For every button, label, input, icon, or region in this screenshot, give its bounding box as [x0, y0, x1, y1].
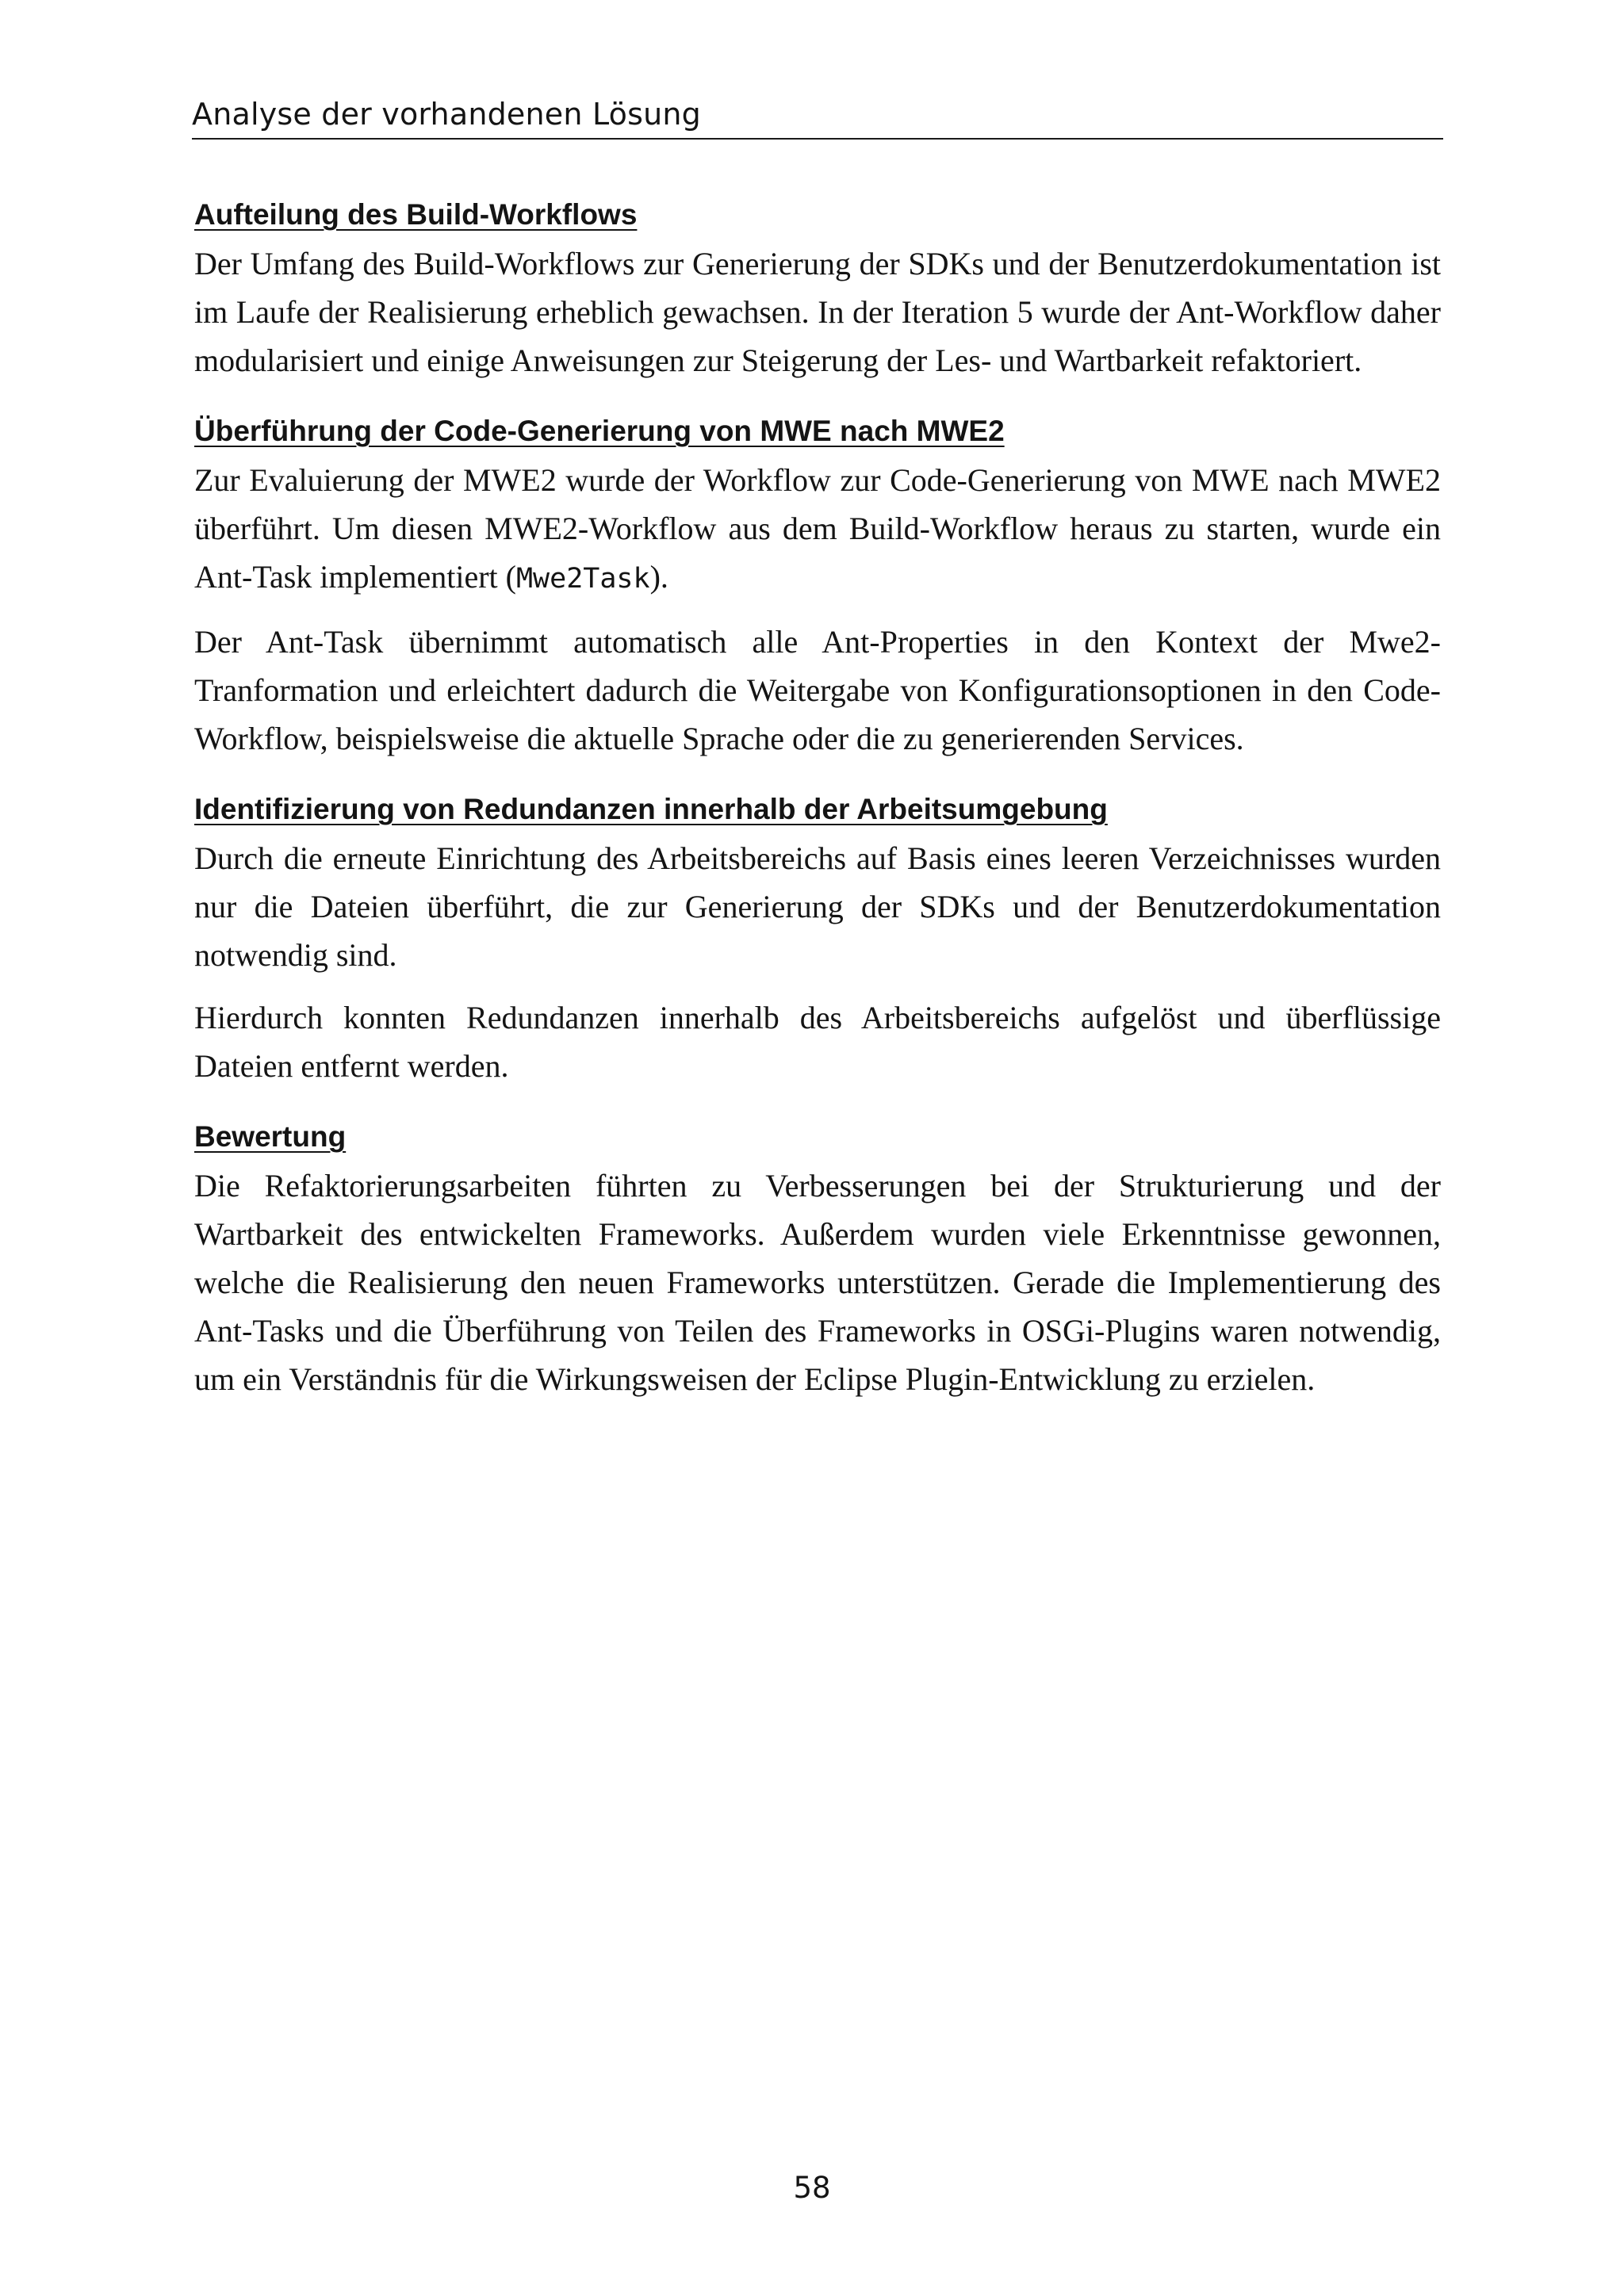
paragraph: Der Umfang des Build-Workflows zur Generierung der SDKs und der Benutzerdokumentation ist im Laufe der Realisierung erheblich gewachsen. In der Iteration 5 wurde der Ant-Workflow daher modularisiert und einige Anweisungen zur Steigerung der Les- und Wartbarkeit refaktoriert.: [194, 246, 1441, 378]
section-evaluation: [194, 1112, 1441, 1403]
section-heading: Identifizierung von Redundanzen innerhalb der Arbeitsumgebung: [194, 793, 1108, 825]
section-redundancies: [194, 785, 1441, 1090]
running-header-title: Analyse der vorhandenen Lösung: [192, 97, 701, 132]
inline-code: Mwe2Task: [515, 563, 650, 595]
page-body: [194, 190, 1441, 1425]
paragraph-text: ).: [649, 559, 668, 595]
section-heading: Aufteilung des Build-Workflows: [194, 198, 638, 231]
section-build-workflow: [194, 190, 1441, 385]
section-heading: Bewertung: [194, 1120, 347, 1153]
paragraph: Die Refaktorierungsarbeiten führten zu Verbesserungen bei der Strukturierung und der Wartbarkeit des entwickelten Frameworks. Außerdem wurden viele Erkenntnisse gewonnen, welche die Realisierung den neuen Frameworks unterstützen. Gerade die Implementierung des Ant-Tasks und die Überführung von Teilen des Frameworks in OSGi-Plugins waren notwendig, um ein Verständnis für die Wirkungsweisen der Eclipse Plugin-Entwicklung zu erzielen.: [194, 1168, 1441, 1397]
paragraph: Durch die erneute Einrichtung des Arbeitsbereichs auf Basis eines leeren Verzeichnisses wurden nur die Dateien überführt, die zur Generierung der SDKs und der Benutzerdokumentation notwendig sind.: [194, 840, 1441, 973]
running-header: [192, 94, 1443, 140]
paragraph: Der Ant-Task übernimmt automatisch alle Ant-Properties in den Kontext der Mwe2-Tranformation und erleichtert dadurch die Weitergabe von Konfigurationsoptionen in den Code-Workflow, beispielsweise die aktuelle Sprache oder die zu generierenden Services.: [194, 624, 1441, 756]
paragraph-text: Zur Evaluierung der MWE2 wurde der Workflow zur Code-Generierung von MWE nach MWE2 überführt. Um diesen MWE2-Workflow aus dem Build-Workflow heraus zu starten, wurde ein Ant-Task implementiert (: [194, 462, 1441, 595]
page-number: 58: [793, 2171, 831, 2205]
section-heading: Überführung der Code-Generierung von MWE nach MWE2: [194, 415, 1005, 447]
paragraph: Hierdurch konnten Redundanzen innerhalb des Arbeitsbereichs aufgelöst und überflüssige Dateien entfernt werden.: [194, 1000, 1441, 1084]
section-mwe2-migration: [194, 407, 1441, 763]
paragraph: [194, 456, 1441, 603]
